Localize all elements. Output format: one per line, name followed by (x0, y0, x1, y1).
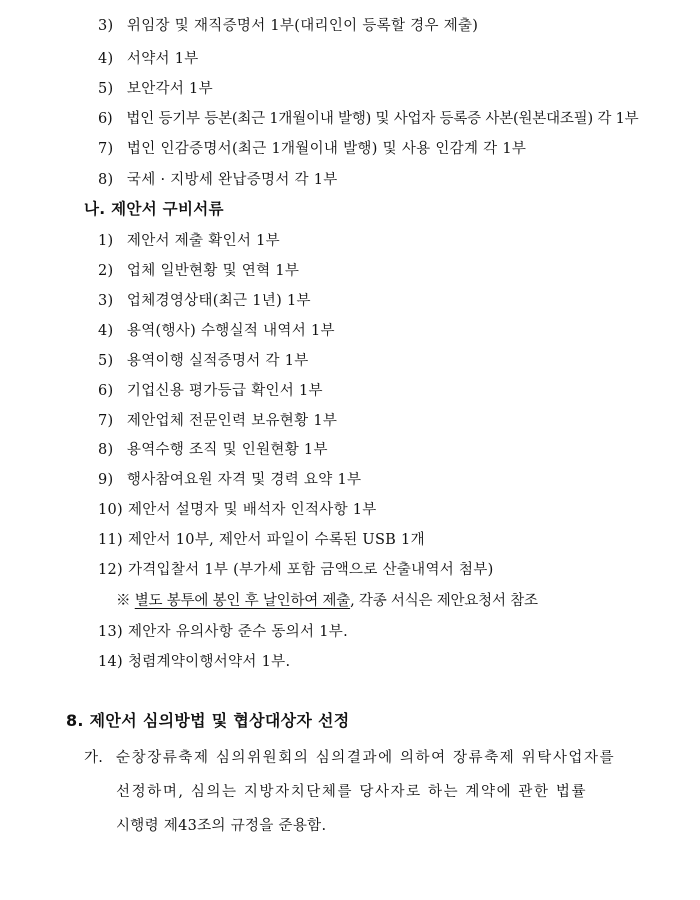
item-number: 5) (98, 81, 114, 97)
item-text: 용역(행사) 수행실적 내역서 1부 (126, 323, 335, 339)
list-item (98, 561, 494, 579)
list-item (98, 50, 199, 68)
item-number: 11) (98, 532, 124, 548)
item-text: 법인 인감증명서(최근 1개월이내 발행) 및 사용 인감계 각 1부 (126, 141, 527, 157)
item-number: 8) (98, 442, 114, 458)
item-text: 행사참여요원 자격 및 경력 요약 1부 (126, 472, 362, 488)
item-text: 국세 · 지방세 완납증명서 각 1부 (126, 172, 338, 188)
list-item (98, 17, 478, 35)
item-text: 청렴계약이행서약서 1부. (127, 654, 291, 670)
item-text: 서약서 1부 (126, 51, 199, 67)
item-number: 6) (98, 111, 113, 127)
list-item (98, 471, 361, 489)
item-number: 6) (98, 383, 114, 399)
paragraph-line: 선정하며, 심의는 지방자치단체를 당사자로 하는 계약에 관한 법률 (116, 784, 588, 800)
item-text: 제안서 설명자 및 배석자 인적사항 1부 (127, 502, 377, 518)
item-number: 9) (98, 472, 114, 488)
item-number: 1) (98, 233, 114, 249)
list-item (98, 232, 280, 250)
item-number: 14) (98, 654, 124, 670)
list-item (98, 653, 290, 671)
list-item (98, 80, 213, 98)
list-item (98, 352, 309, 370)
paragraph-line: 순창장류축제 심의위원회의 심의결과에 의하여 장류축제 위탁사업자를 (116, 750, 616, 766)
item-number: 7) (98, 413, 114, 429)
item-text: 법인 등기부 등본(최근 1개월이내 발행) 및 사업자 등록증 사본(원본대조필) 각 1부 (126, 111, 639, 127)
item-number: 2) (98, 263, 114, 279)
item-number: 3) (98, 18, 114, 34)
item-text: 제안서 제출 확인서 1부 (126, 233, 280, 249)
item-text: 업체경영상태(최근 1년) 1부 (126, 293, 311, 309)
item-text: 제안서 10부, 제안서 파일이 수록된 USB 1개 (127, 532, 425, 548)
section-8-heading: 8. 제안서 심의방법 및 협상대상자 선정 (66, 711, 350, 730)
item-text: 업체 일반현황 및 연혁 1부 (126, 263, 300, 279)
list-item (98, 322, 335, 340)
list-item (98, 382, 323, 400)
item-text: 제안업체 전문인력 보유현황 1부 (126, 413, 338, 429)
item-text: 용역수행 조직 및 인원현황 1부 (126, 442, 328, 458)
item-number: 7) (98, 141, 114, 157)
item-text: 위임장 및 재직증명서 1부(대리인이 등록할 경우 제출) (126, 18, 479, 34)
item-number: 4) (98, 51, 114, 67)
list-item (98, 623, 348, 641)
note-underlined-text: 별도 봉투에 봉인 후 날인하여 제출 (134, 593, 351, 609)
item-number: 5) (98, 353, 114, 369)
item-number: 3) (98, 293, 114, 309)
item-number: 10) (98, 502, 124, 518)
item-number: 12) (98, 562, 124, 578)
note-text: , 각종 서식은 제안요청서 참조 (350, 593, 538, 609)
item-text: 기업신용 평가등급 확인서 1부 (126, 383, 323, 399)
list-item (98, 140, 526, 158)
item-text: 제안자 유의사항 준수 동의서 1부. (127, 624, 348, 640)
list-item (98, 292, 311, 310)
section-heading: 나. 제안서 구비서류 (84, 200, 224, 218)
item-number: 8) (98, 172, 114, 188)
item-text: 용역이행 실적증명서 각 1부 (126, 353, 309, 369)
list-item (98, 262, 299, 280)
item-number: 4) (98, 323, 114, 339)
note-line (116, 592, 538, 610)
item-text: 보안각서 1부 (126, 81, 213, 97)
item-number: 13) (98, 624, 124, 640)
list-item (98, 441, 328, 459)
list-item (98, 531, 425, 549)
paragraph-label: 가. (84, 750, 104, 766)
list-item (98, 171, 338, 189)
list-item (98, 110, 638, 128)
list-item (98, 412, 337, 430)
paragraph-line: 시행령 제43조의 규정을 준용함. (116, 818, 327, 834)
reference-mark-icon: ※ (116, 593, 131, 609)
item-text: 가격입찰서 1부 (부가세 포함 금액으로 산출내역서 첨부) (127, 562, 494, 578)
list-item (98, 501, 377, 519)
